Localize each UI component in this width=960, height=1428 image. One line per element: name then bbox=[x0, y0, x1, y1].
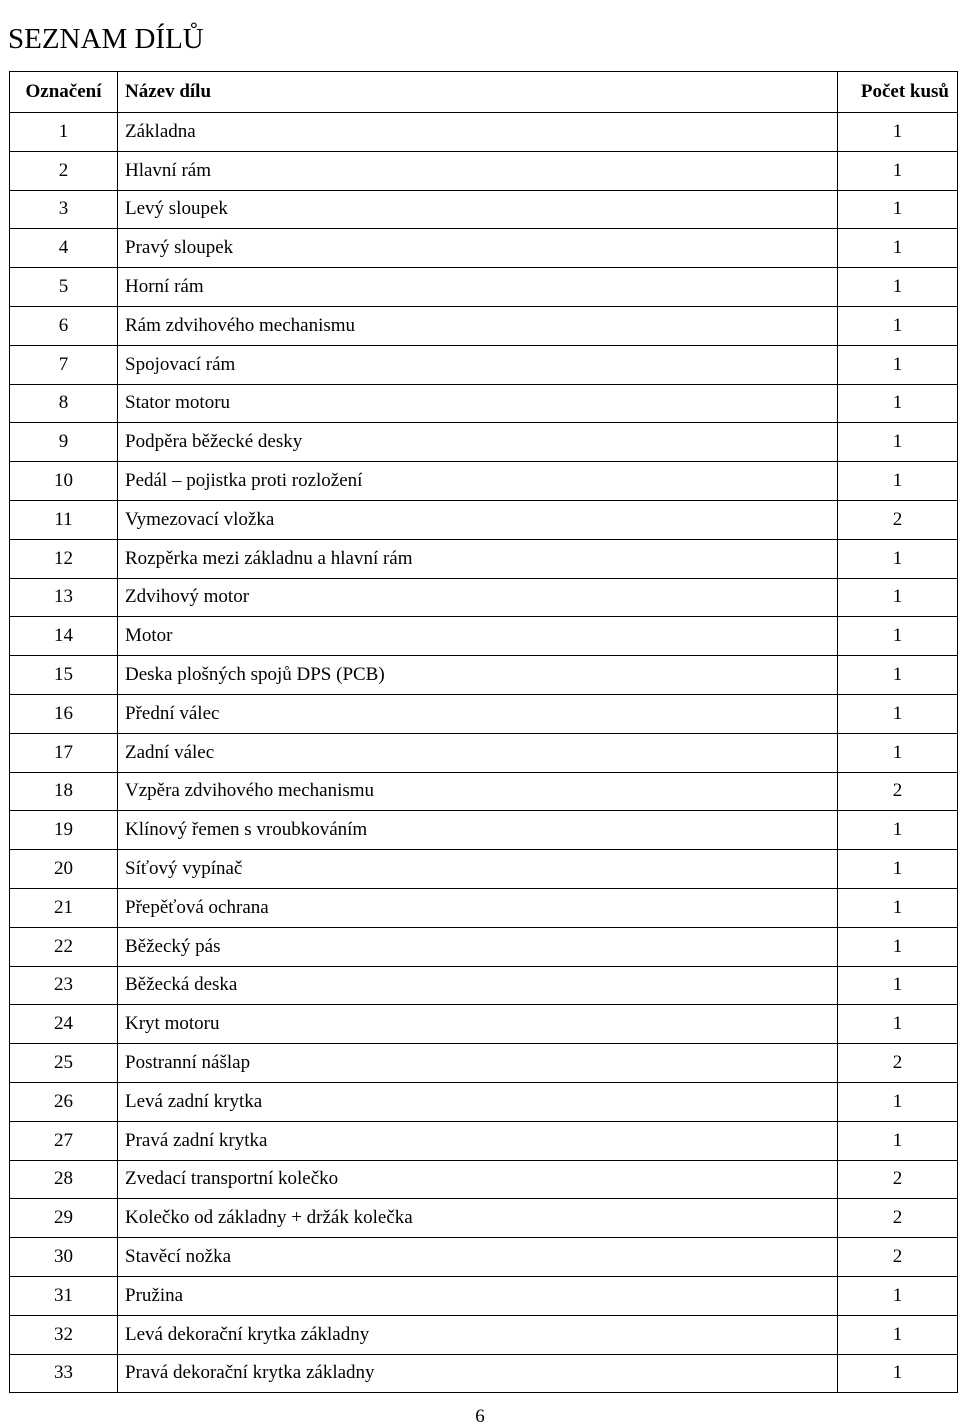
part-name-cell: Postranní nášlap bbox=[118, 1044, 838, 1083]
table-row bbox=[10, 617, 958, 656]
table-row bbox=[10, 578, 958, 617]
part-quantity-cell: 1 bbox=[838, 656, 958, 695]
part-quantity-cell: 1 bbox=[838, 850, 958, 889]
table-row bbox=[10, 733, 958, 772]
part-quantity-cell: 1 bbox=[838, 1315, 958, 1354]
table-row bbox=[10, 1315, 958, 1354]
part-quantity-cell: 1 bbox=[838, 190, 958, 229]
part-number-cell: 13 bbox=[10, 578, 118, 617]
part-number-cell: 16 bbox=[10, 694, 118, 733]
part-number-cell: 12 bbox=[10, 539, 118, 578]
part-number-cell: 6 bbox=[10, 306, 118, 345]
table-row bbox=[10, 423, 958, 462]
part-name-cell: Běžecký pás bbox=[118, 927, 838, 966]
part-name-cell: Pravá zadní krytka bbox=[118, 1121, 838, 1160]
part-name-cell: Levá dekorační krytka základny bbox=[118, 1315, 838, 1354]
part-number-cell: 20 bbox=[10, 850, 118, 889]
table-row bbox=[10, 1199, 958, 1238]
part-name-cell: Pravý sloupek bbox=[118, 229, 838, 268]
part-quantity-cell: 1 bbox=[838, 268, 958, 307]
table-row bbox=[10, 1005, 958, 1044]
part-name-cell: Rozpěrka mezi základnu a hlavní rám bbox=[118, 539, 838, 578]
part-name-cell: Rám zdvihového mechanismu bbox=[118, 306, 838, 345]
table-row bbox=[10, 1238, 958, 1277]
part-name-cell: Přepěťová ochrana bbox=[118, 888, 838, 927]
part-name-cell: Horní rám bbox=[118, 268, 838, 307]
part-name-cell: Síťový vypínač bbox=[118, 850, 838, 889]
table-row bbox=[10, 850, 958, 889]
part-name-cell: Zdvihový motor bbox=[118, 578, 838, 617]
part-name-cell: Zadní válec bbox=[118, 733, 838, 772]
part-quantity-cell: 1 bbox=[838, 617, 958, 656]
part-number-cell: 18 bbox=[10, 772, 118, 811]
part-quantity-cell: 2 bbox=[838, 772, 958, 811]
part-quantity-cell: 2 bbox=[838, 1199, 958, 1238]
table-header-row bbox=[10, 72, 958, 113]
part-number-cell: 10 bbox=[10, 462, 118, 501]
part-name-cell: Stavěcí nožka bbox=[118, 1238, 838, 1277]
table-row bbox=[10, 345, 958, 384]
part-name-cell: Přední válec bbox=[118, 694, 838, 733]
part-number-cell: 32 bbox=[10, 1315, 118, 1354]
table-row bbox=[10, 966, 958, 1005]
header-name: Název dílu bbox=[118, 72, 838, 113]
part-quantity-cell: 1 bbox=[838, 151, 958, 190]
part-quantity-cell: 2 bbox=[838, 1160, 958, 1199]
part-name-cell: Stator motoru bbox=[118, 384, 838, 423]
part-number-cell: 11 bbox=[10, 500, 118, 539]
part-number-cell: 3 bbox=[10, 190, 118, 229]
table-row bbox=[10, 1354, 958, 1393]
part-number-cell: 26 bbox=[10, 1082, 118, 1121]
part-quantity-cell: 1 bbox=[838, 539, 958, 578]
table-row bbox=[10, 151, 958, 190]
part-name-cell: Hlavní rám bbox=[118, 151, 838, 190]
table-row bbox=[10, 1044, 958, 1083]
part-name-cell: Klínový řemen s vroubkováním bbox=[118, 811, 838, 850]
part-name-cell: Podpěra běžecké desky bbox=[118, 423, 838, 462]
part-name-cell: Vzpěra zdvihového mechanismu bbox=[118, 772, 838, 811]
part-name-cell: Motor bbox=[118, 617, 838, 656]
parts-table-body bbox=[10, 113, 958, 1393]
part-quantity-cell: 1 bbox=[838, 733, 958, 772]
part-name-cell: Levá zadní krytka bbox=[118, 1082, 838, 1121]
table-row bbox=[10, 268, 958, 307]
part-quantity-cell: 2 bbox=[838, 1238, 958, 1277]
part-quantity-cell: 1 bbox=[838, 462, 958, 501]
part-name-cell: Vymezovací vložka bbox=[118, 500, 838, 539]
part-name-cell: Kolečko od základny + držák kolečka bbox=[118, 1199, 838, 1238]
table-row bbox=[10, 190, 958, 229]
part-quantity-cell: 1 bbox=[838, 384, 958, 423]
page-number: 6 bbox=[475, 1406, 485, 1427]
part-quantity-cell: 1 bbox=[838, 966, 958, 1005]
part-quantity-cell: 2 bbox=[838, 500, 958, 539]
part-number-cell: 23 bbox=[10, 966, 118, 1005]
page-title: SEZNAM DÍLŮ bbox=[8, 23, 204, 56]
part-number-cell: 33 bbox=[10, 1354, 118, 1393]
part-quantity-cell: 1 bbox=[838, 927, 958, 966]
part-quantity-cell: 1 bbox=[838, 229, 958, 268]
part-name-cell: Běžecká deska bbox=[118, 966, 838, 1005]
table-row bbox=[10, 1160, 958, 1199]
part-name-cell: Zvedací transportní kolečko bbox=[118, 1160, 838, 1199]
table-row bbox=[10, 462, 958, 501]
table-row bbox=[10, 927, 958, 966]
part-quantity-cell: 1 bbox=[838, 1082, 958, 1121]
part-name-cell: Levý sloupek bbox=[118, 190, 838, 229]
header-quantity: Počet kusů bbox=[838, 72, 958, 113]
table-row bbox=[10, 694, 958, 733]
part-number-cell: 1 bbox=[10, 113, 118, 152]
part-quantity-cell: 1 bbox=[838, 1276, 958, 1315]
part-number-cell: 17 bbox=[10, 733, 118, 772]
part-quantity-cell: 1 bbox=[838, 1005, 958, 1044]
table-row bbox=[10, 1082, 958, 1121]
table-row bbox=[10, 229, 958, 268]
part-number-cell: 28 bbox=[10, 1160, 118, 1199]
part-quantity-cell: 1 bbox=[838, 888, 958, 927]
table-row bbox=[10, 656, 958, 695]
part-name-cell: Kryt motoru bbox=[118, 1005, 838, 1044]
part-number-cell: 31 bbox=[10, 1276, 118, 1315]
part-number-cell: 29 bbox=[10, 1199, 118, 1238]
part-number-cell: 22 bbox=[10, 927, 118, 966]
table-row bbox=[10, 811, 958, 850]
table-row bbox=[10, 384, 958, 423]
part-quantity-cell: 1 bbox=[838, 113, 958, 152]
part-quantity-cell: 1 bbox=[838, 306, 958, 345]
part-quantity-cell: 1 bbox=[838, 811, 958, 850]
part-number-cell: 9 bbox=[10, 423, 118, 462]
part-name-cell: Spojovací rám bbox=[118, 345, 838, 384]
part-quantity-cell: 1 bbox=[838, 578, 958, 617]
part-number-cell: 21 bbox=[10, 888, 118, 927]
part-quantity-cell: 1 bbox=[838, 1354, 958, 1393]
part-number-cell: 27 bbox=[10, 1121, 118, 1160]
part-number-cell: 4 bbox=[10, 229, 118, 268]
part-number-cell: 19 bbox=[10, 811, 118, 850]
part-quantity-cell: 1 bbox=[838, 694, 958, 733]
table-row bbox=[10, 500, 958, 539]
part-number-cell: 7 bbox=[10, 345, 118, 384]
part-number-cell: 2 bbox=[10, 151, 118, 190]
table-row bbox=[10, 1276, 958, 1315]
header-number: Označení bbox=[10, 72, 118, 113]
part-number-cell: 14 bbox=[10, 617, 118, 656]
part-name-cell: Pravá dekorační krytka základny bbox=[118, 1354, 838, 1393]
table-row bbox=[10, 306, 958, 345]
part-number-cell: 25 bbox=[10, 1044, 118, 1083]
table-row bbox=[10, 113, 958, 152]
part-quantity-cell: 1 bbox=[838, 423, 958, 462]
part-name-cell: Pružina bbox=[118, 1276, 838, 1315]
part-number-cell: 24 bbox=[10, 1005, 118, 1044]
part-quantity-cell: 1 bbox=[838, 345, 958, 384]
parts-table bbox=[9, 71, 958, 1393]
part-name-cell: Pedál – pojistka proti rozložení bbox=[118, 462, 838, 501]
part-number-cell: 8 bbox=[10, 384, 118, 423]
part-quantity-cell: 2 bbox=[838, 1044, 958, 1083]
part-number-cell: 5 bbox=[10, 268, 118, 307]
part-number-cell: 15 bbox=[10, 656, 118, 695]
part-name-cell: Deska plošných spojů DPS (PCB) bbox=[118, 656, 838, 695]
table-row bbox=[10, 1121, 958, 1160]
table-row bbox=[10, 888, 958, 927]
part-quantity-cell: 1 bbox=[838, 1121, 958, 1160]
table-row bbox=[10, 539, 958, 578]
part-number-cell: 30 bbox=[10, 1238, 118, 1277]
table-row bbox=[10, 772, 958, 811]
part-name-cell: Základna bbox=[118, 113, 838, 152]
